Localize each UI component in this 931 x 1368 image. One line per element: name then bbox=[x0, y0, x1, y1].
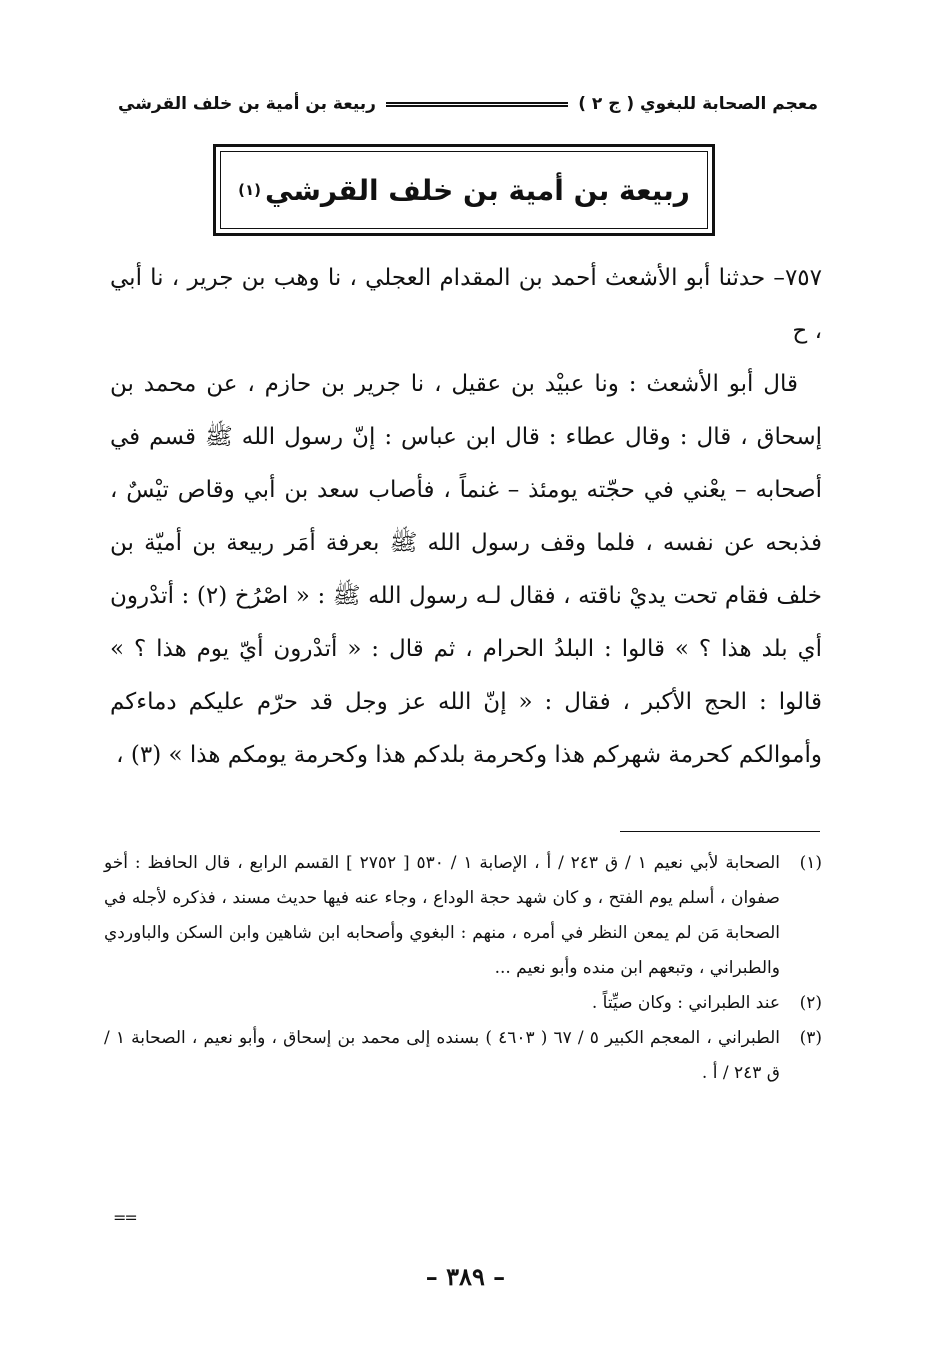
footnote-separator bbox=[620, 831, 820, 832]
main-text bbox=[110, 252, 822, 782]
footnote-number: (٣) bbox=[799, 1028, 822, 1048]
entry-title: ربيعة بن أمية بن خلف القرشي bbox=[265, 173, 690, 207]
title-box-inner bbox=[220, 151, 708, 229]
header-book-title: معجم الصحابة للبغوي ( ج ٢ ) bbox=[578, 94, 818, 114]
footnotes bbox=[104, 846, 822, 1091]
footnote-text: الطبراني ، المعجم الكبير ٥ / ٦٧ ( ٤٦٠٣ ) بسنده إلى محمد بن إسحاق ، وأبو نعيم ، الصحابة ١ / ق ٢٤٣ / أ . bbox=[104, 1028, 780, 1083]
title-box bbox=[213, 144, 715, 236]
footnote-text: الصحابة لأبي نعيم ١ / ق ٢٤٣ / أ ، الإصابة ١ / ٥٣٠ [ ٢٧٥٢ ] القسم الرابع ، قال الحافظ : أخو صفوان ، أسلم يوم الفتح ، و كان شهد حجة الوداع ، وجاء عنه فيها حديث مسند ، فذكره لأجله في الصحابة مَن لم يمعن النظر في أمره ، منهم : البغوي وأصحابه ابن شاهين وابن السكن والباوردي والطبراني ، وتبعهم ابن منده وأبو نعيم ... bbox=[104, 853, 780, 978]
header-topic: ربيعة بن أمية بن خلف القرشي bbox=[118, 94, 376, 114]
footnote-item bbox=[104, 846, 822, 986]
footnote-text: عند الطبراني : وكان صيِّتاً . bbox=[591, 993, 780, 1013]
footnote-item bbox=[104, 1021, 822, 1091]
footnote-number: (١) bbox=[799, 853, 822, 873]
page-number: – ٣٨٩ – bbox=[425, 1262, 506, 1291]
hadith-matn-paragraph: قال أبو الأشعث : ونا عبيْد بن عقيل ، نا جرير بن حازم ، عن محمد بن إسحاق ، قال : وقال عطاء : قال ابن عباس : إنّ رسول الله ﷺ قسم في أصحابه – يعْني في حجّته يومئذ – غنماً ، فأصاب سعد بن أبي وقاص تيْسٌ ، فذبحه عن نفسه ، فلما وقف رسول الله ﷺ بعرفة أمَر ربيعة بن أميّة بن خلف فقام تحت يديْ ناقته ، فقال لـه رسول الله ﷺ : « اصْرُخ (٢) : أتدْرون أي بلد هذا ؟ » قالوا : البلدُ الحرام ، ثم قال : « أتدْرون أيّ يوم هذا ؟ » قالوا : الحج الأكبر ، فقال : « إنّ الله عز وجل قد حرّم عليكم دماءكم وأموالكم كحرمة شهركم هذا وكحرمة بلدكم هذا وكحرمة يومكم هذا » (٣) ، bbox=[110, 371, 822, 768]
hadith-isnad-paragraph: ٧٥٧– حدثنا أبو الأشعث أحمد بن المقدام العجلي ، نا وهب بن جرير ، نا أبي ، ح bbox=[110, 265, 822, 344]
footnote-number: (٢) bbox=[799, 993, 822, 1013]
footnote-item bbox=[104, 986, 822, 1021]
header-rule bbox=[386, 102, 568, 107]
continuation-mark: == bbox=[113, 1208, 136, 1227]
title-footnote-ref: (١) bbox=[238, 181, 262, 199]
running-header bbox=[118, 86, 818, 122]
